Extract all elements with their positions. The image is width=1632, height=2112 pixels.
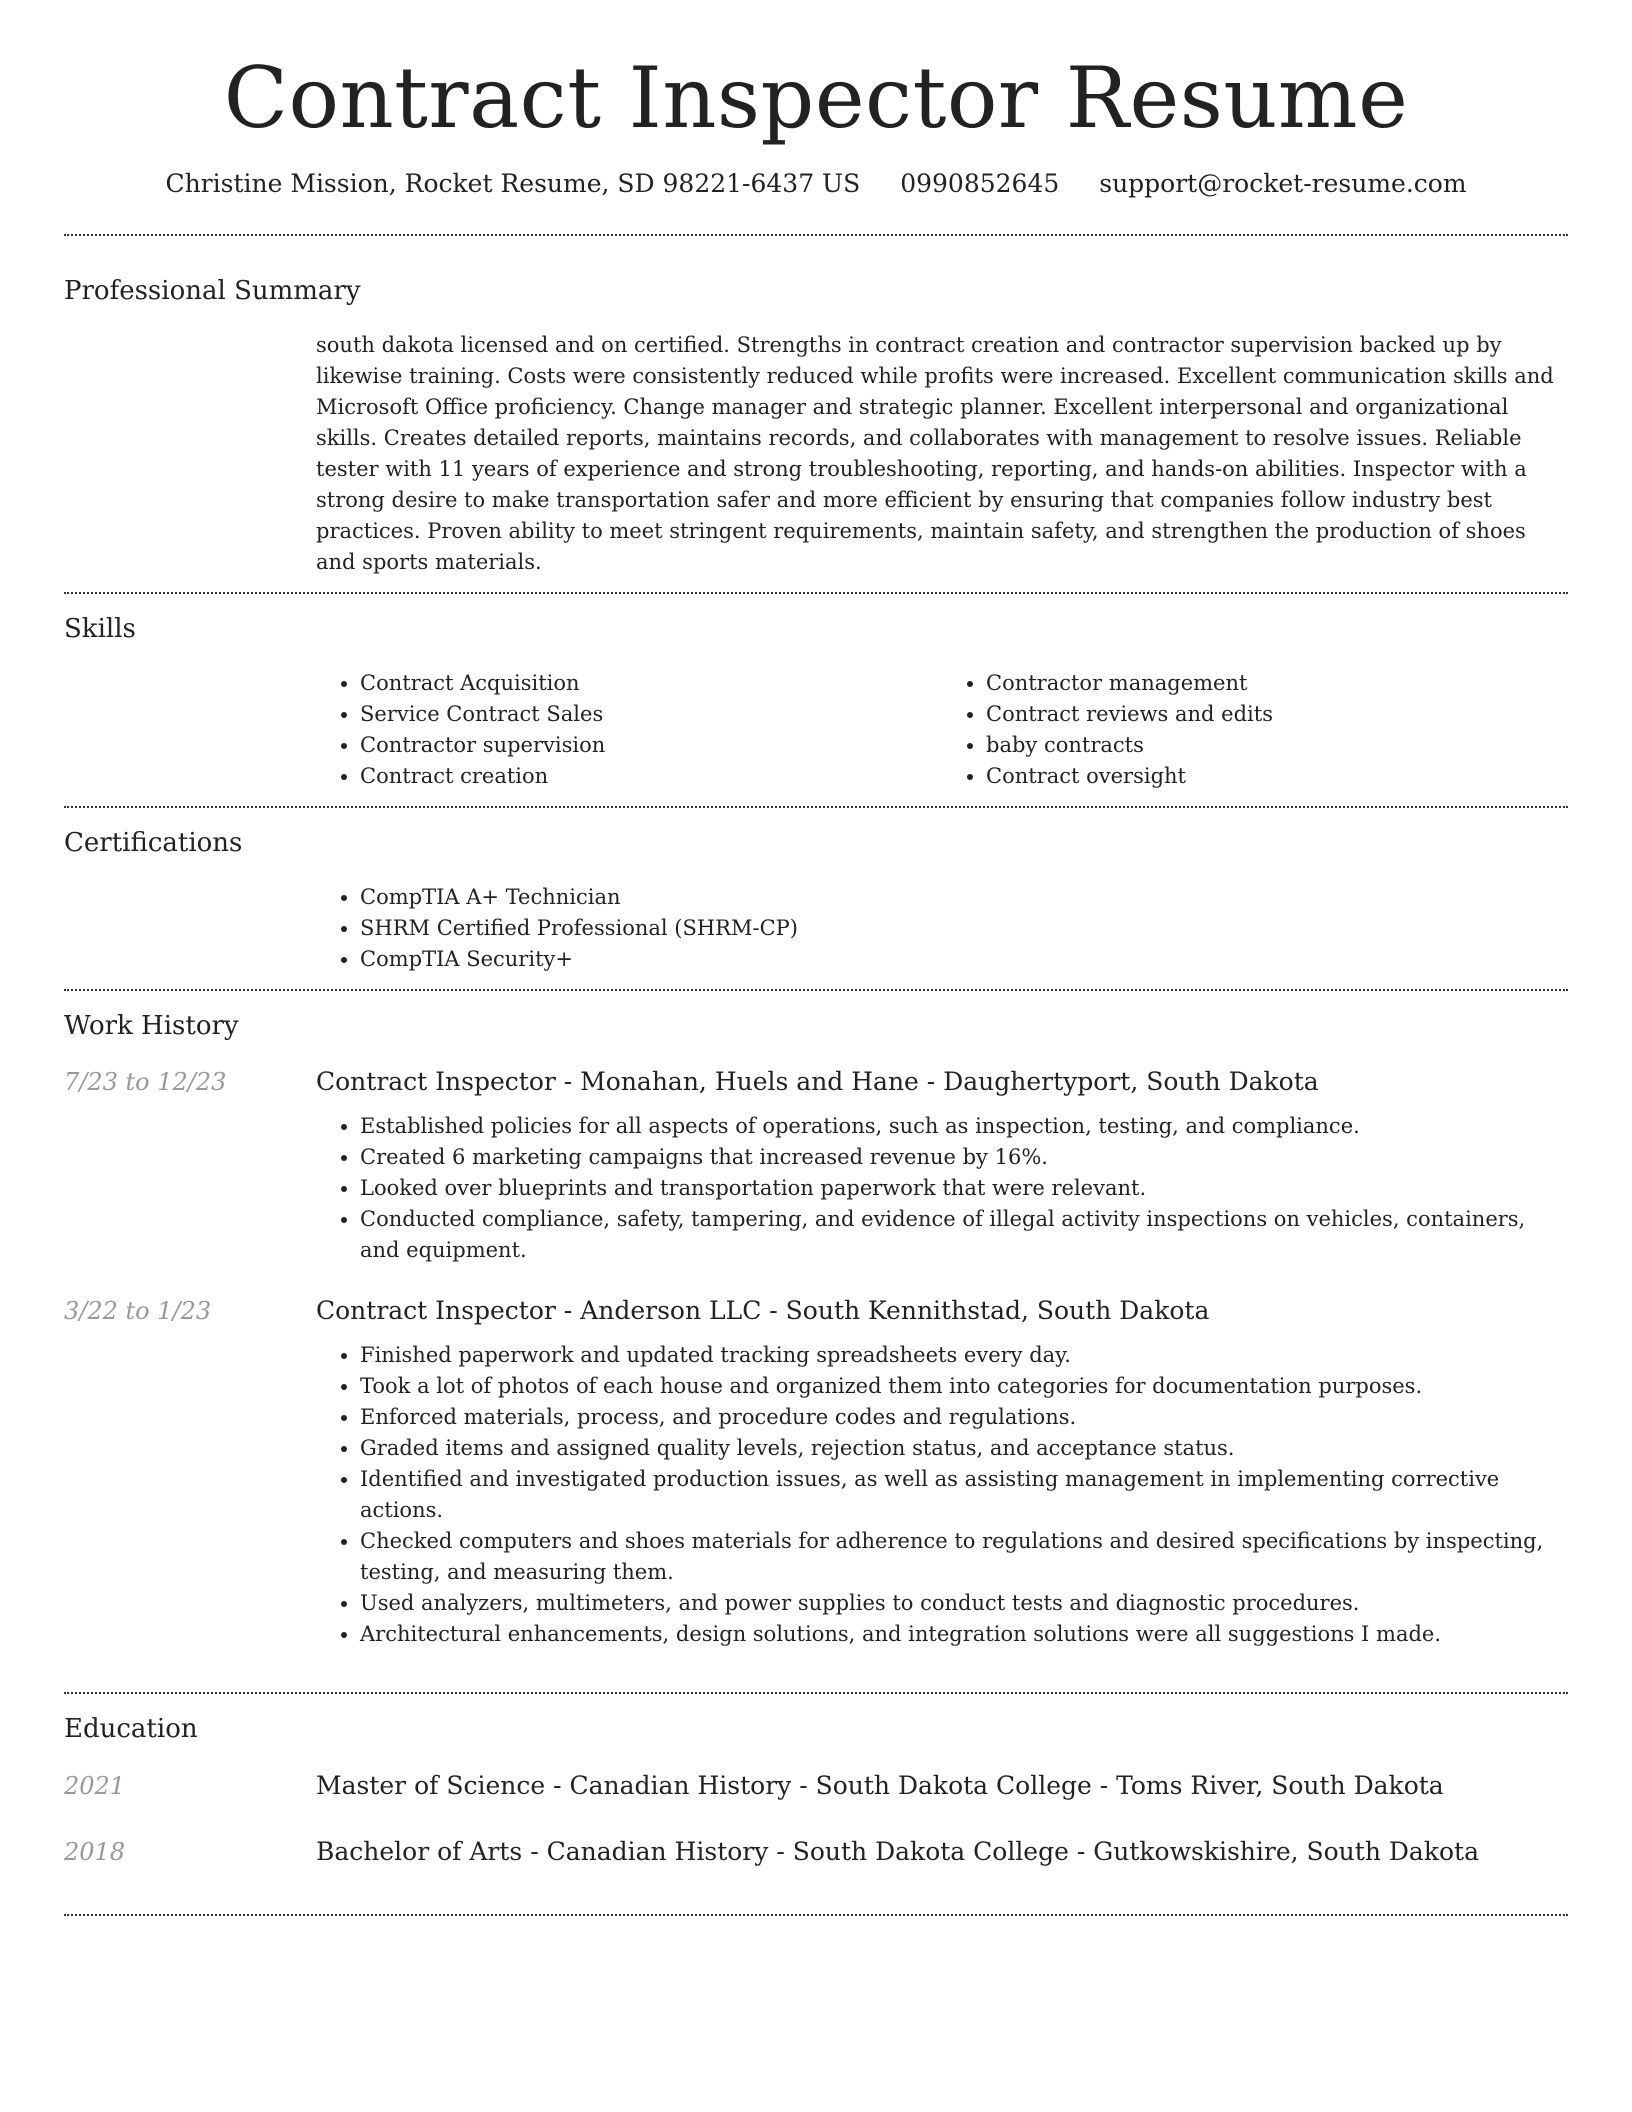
job-content: [316, 1294, 1568, 1650]
education-heading: Education: [64, 1713, 198, 1744]
job-bullet: • Identified and investigated production issues, as well as assisting management in implementing corrective actions.: [360, 1464, 1568, 1526]
summary-heading: Professional Summary: [64, 275, 361, 306]
job-bullet: • Used analyzers, multimeters, and power supplies to conduct tests and diagnostic procedures.: [360, 1588, 1568, 1619]
job-bullets: [316, 1340, 1568, 1650]
skills-list-left: [316, 668, 942, 792]
certifications-list: [316, 882, 1568, 975]
work-section: [64, 991, 1568, 1692]
skill-item: • baby contracts: [986, 730, 1568, 761]
skills-list-right: [942, 668, 1568, 792]
contact-address: Christine Mission, Rocket Resume, SD 98221-6437 US: [165, 168, 861, 198]
job-bullet: • Checked computers and shoes materials for adherence to regulations and desired specifications by inspecting, testing, and measuring them.: [360, 1526, 1568, 1588]
skills-grid: [316, 668, 1568, 792]
contact-email: support@rocket-resume.com: [1099, 168, 1467, 198]
contact-line: [64, 169, 1568, 198]
job-bullet: • Established policies for all aspects of operations, such as inspection, testing, and compliance.: [360, 1111, 1568, 1142]
education-section: [64, 1694, 1568, 1914]
skill-item: • Contract oversight: [986, 761, 1568, 792]
certifications-heading: Certifications: [64, 827, 243, 858]
certification-item: • CompTIA Security+: [360, 944, 1568, 975]
job-date: 7/23 to 12/23: [64, 1067, 227, 1096]
job-bullet: • Took a lot of photos of each house and organized them into categories for documentation purposes.: [360, 1371, 1568, 1402]
education-date: 2021: [64, 1771, 126, 1800]
skills-section: [64, 594, 1568, 806]
education-entry: [64, 1768, 1568, 1804]
education-degree: Bachelor of Arts - Canadian History - South Dakota College - Gutkowskishire, South Dakota: [316, 1836, 1479, 1866]
divider: [64, 1914, 1568, 1916]
skills-heading: Skills: [64, 613, 136, 644]
skill-item: • Contract creation: [360, 761, 942, 792]
job-date: 3/22 to 1/23: [64, 1296, 212, 1325]
contact-phone: 0990852645: [900, 168, 1060, 198]
skill-item: • Contract Acquisition: [360, 668, 942, 699]
education-entry: [64, 1834, 1568, 1870]
job-title: Contract Inspector - Anderson LLC - South Kennithstad, South Dakota: [316, 1295, 1210, 1325]
work-heading: Work History: [64, 1010, 239, 1041]
certification-item: • SHRM Certified Professional (SHRM-CP): [360, 913, 1568, 944]
job-bullet: • Architectural enhancements, design solutions, and integration solutions were all suggestions I made.: [360, 1619, 1568, 1650]
summary-section: [64, 236, 1568, 592]
job-title: Contract Inspector - Monahan, Huels and Hane - Daughertyport, South Dakota: [316, 1066, 1319, 1096]
skill-item: • Contractor management: [986, 668, 1568, 699]
job-bullet: • Conducted compliance, safety, tampering, and evidence of illegal activity inspections on vehicles, containers, and equipment.: [360, 1204, 1568, 1266]
certifications-section: [64, 808, 1568, 989]
job-bullet: • Created 6 marketing campaigns that increased revenue by 16%.: [360, 1142, 1568, 1173]
job-entry: [64, 1294, 1568, 1650]
skill-item: • Contractor supervision: [360, 730, 942, 761]
page-title: Contract Inspector Resume: [223, 49, 1409, 147]
certification-item: • CompTIA A+ Technician: [360, 882, 1568, 913]
job-content: [316, 1065, 1568, 1266]
job-entry: [64, 1065, 1568, 1266]
summary-text: south dakota licensed and on certified. Strengths in contract creation and contractor supervision backed up by likewise training. Costs were consistently reduced while profits were increased. Excellent communication skills and Microsoft Office proficiency. Change manager and strategic planner. Excellent interpersonal and organizational skills. Creates detailed reports, maintains records, and collaborates with management to resolve issues. Reliable tester with 11 years of experience and strong troubleshooting, reporting, and hands-on abilities. Inspector with a strong desire to make transportation safer and more efficient by ensuring that companies follow industry best practices. Proven ability to meet stringent requirements, maintain safety, and strengthen the production of shoes and sports materials.: [316, 332, 1554, 574]
job-bullet: • Enforced materials, process, and procedure codes and regulations.: [360, 1402, 1568, 1433]
education-date: 2018: [64, 1837, 126, 1866]
summary-body: [316, 330, 1568, 578]
education-degree: Master of Science - Canadian History - South Dakota College - Toms River, South Dakota: [316, 1770, 1444, 1800]
job-bullet: • Graded items and assigned quality levels, rejection status, and acceptance status.: [360, 1433, 1568, 1464]
job-bullet: • Finished paperwork and updated tracking spreadsheets every day.: [360, 1340, 1568, 1371]
certifications-body: [316, 882, 1568, 975]
job-bullets: [316, 1111, 1568, 1266]
skill-item: • Service Contract Sales: [360, 699, 942, 730]
skill-item: • Contract reviews and edits: [986, 699, 1568, 730]
job-bullet: • Looked over blueprints and transportation paperwork that were relevant.: [360, 1173, 1568, 1204]
